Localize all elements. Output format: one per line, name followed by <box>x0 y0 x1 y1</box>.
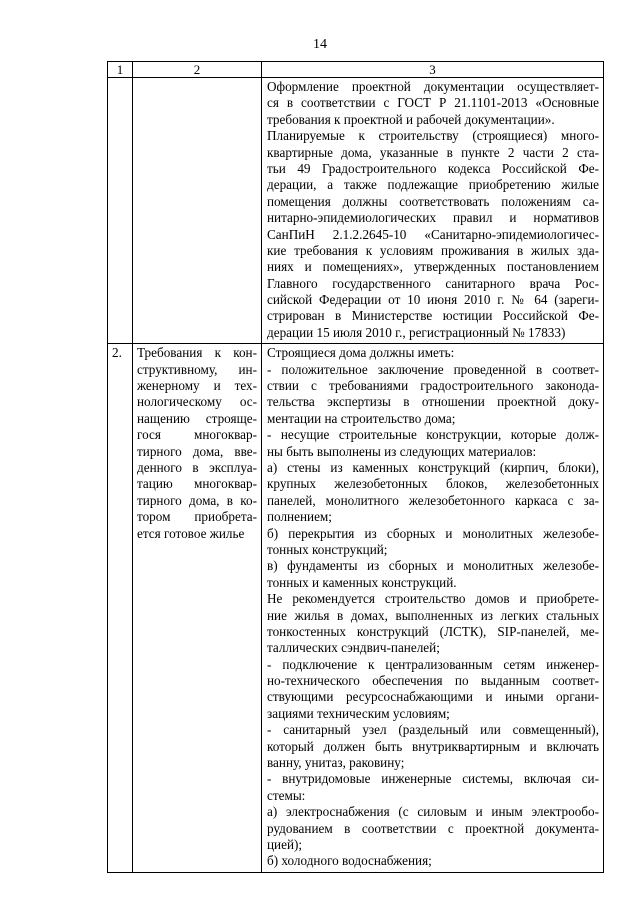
text-line: а) электроснабжения (с силовым и иным электрообо- <box>267 804 599 820</box>
text-line: тонных и каменных конструкций. <box>267 574 457 590</box>
table-row-2 <box>108 344 604 873</box>
text-line: гося многоквар- <box>137 427 257 443</box>
row-number: 2. <box>112 345 122 361</box>
text-line: структивному, ин- <box>137 361 257 377</box>
text-line: таллических сэндвич-панелей; <box>267 640 440 656</box>
text-line: стрирован в Министерстве юстиции Российской Фе- <box>267 308 599 324</box>
continuation-number-cell <box>108 78 133 344</box>
text-line: Не рекомендуется строительство домов и приобрете- <box>267 591 599 607</box>
text-line: Оформление проектной документации осуществляет- <box>267 79 599 94</box>
text-line: но-технического обеспечения по выданным соответ- <box>267 673 599 689</box>
text-line: кие требования к условиям проживания в жилых зда- <box>267 242 599 258</box>
continuation-content-cell <box>262 78 604 344</box>
requirement-cell <box>133 344 262 873</box>
text-line: нитарно-эпидемиологических правил и нормативов <box>267 210 599 226</box>
text-line: Требования к кон- <box>137 345 257 361</box>
text-line: Главного государственного санитарного врача Рос- <box>267 275 599 291</box>
text-line: ны быть выполнены из следующих материалов: <box>267 443 537 459</box>
text-line: ствии с требованиями градостроительного законода- <box>267 378 599 394</box>
text-line: ниях и помещениях», утвержденных постановлением <box>267 259 599 275</box>
requirements-table <box>107 61 604 873</box>
text-line: квартирные дома, указанные в пункте 2 части 2 ста- <box>267 144 599 160</box>
page-number: 14 <box>313 37 327 52</box>
text-line: - несущие строительные конструкции, которые долж- <box>267 427 599 443</box>
text-line: панелей, монолитного железобетонного каркаса с за- <box>267 492 599 508</box>
text-line: - положительное заключение проведенной в соответ- <box>267 361 599 377</box>
text-line: ствующими ресурсоснабжающими и иными органи- <box>267 689 599 705</box>
text-line: денного в эксплуа- <box>137 459 257 475</box>
text-line: а) стены из каменных конструкций (кирпич, блоки), <box>267 459 599 475</box>
text-line: дерации 15 июля 2010 г., регистрационный № 17833) <box>267 324 566 340</box>
continuation-text <box>267 79 599 341</box>
text-line: ся в соответствии с ГОСТ Р 21.1101-2013 «Основные <box>267 95 599 111</box>
text-line: тельства экспертизы в отношении проектной доку- <box>267 394 599 410</box>
text-line: нологическому ос- <box>137 394 257 410</box>
text-line: Строящиеся дома должны иметь: <box>267 345 455 361</box>
text-line: дерации, а также подлежащие приобретению жилые <box>267 177 599 193</box>
text-line: помещения должны соответствовать положениям са- <box>267 193 599 209</box>
text-line: ется готовое жилье <box>137 525 245 541</box>
table-header-row <box>108 62 604 78</box>
text-line: в) фундаменты из сборных и монолитных железобе- <box>267 558 599 574</box>
text-line: тонных конструкций; <box>267 541 388 557</box>
text-line: ние жилья в домах, выполненных из легких стальных <box>267 607 599 623</box>
text-line: тонкостенных конструкций (ЛСТК), SIP-панелей, ме- <box>267 623 599 639</box>
text-line: рудованием в соответствии с проектной документа- <box>267 820 599 836</box>
text-line: нащению строяще- <box>137 410 257 426</box>
header-col-1: 1 <box>108 62 133 78</box>
text-line: цией); <box>267 836 303 852</box>
text-line: требования к проектной и рабочей документации». <box>267 111 555 127</box>
text-line: ментации на строительство дома; <box>267 410 456 426</box>
text-line: тирного дома, в ко- <box>137 492 257 508</box>
content-text <box>267 345 599 870</box>
row-number-cell <box>108 344 133 873</box>
text-line: полнением; <box>267 509 332 525</box>
text-line: тором приобрета- <box>137 509 257 525</box>
text-line: крупных железобетонных блоков, железобетонных <box>267 476 599 492</box>
text-line: женерному и тех- <box>137 378 257 394</box>
text-line: который должен быть внутриквартирным и включать <box>267 738 599 754</box>
text-line: зациями техническим условиям; <box>267 705 450 721</box>
text-line: тьи 49 Градостроительного кодекса Российской Фе- <box>267 160 599 176</box>
text-line: Планируемые к строительству (строящиеся) много- <box>267 128 599 144</box>
requirement-text <box>137 345 257 542</box>
text-line: тирного дома, вве- <box>137 443 257 459</box>
text-line: тацию многоквар- <box>137 476 257 492</box>
text-line: - подключение к централизованным сетям инженер- <box>267 656 599 672</box>
text-line: б) холодного водоснабжения; <box>267 853 432 869</box>
text-line: ванну, унитаз, раковину; <box>267 755 405 771</box>
continuation-requirement-cell <box>133 78 262 344</box>
content-cell <box>262 344 604 873</box>
header-col-3: 3 <box>262 62 604 78</box>
text-line: стемы: <box>267 787 306 803</box>
text-line: - внутридомовые инженерные системы, включая си- <box>267 771 599 787</box>
text-line: СанПиН 2.1.2.2645-10 «Санитарно-эпидемиологичес- <box>267 226 599 242</box>
text-line: б) перекрытия из сборных и монолитных железобе- <box>267 525 599 541</box>
table-row-continuation <box>108 78 604 344</box>
text-line: сийской Федерации от 10 июня 2010 г. № 64 (зареги- <box>267 292 599 308</box>
header-col-2: 2 <box>133 62 262 78</box>
text-line: - санитарный узел (раздельный или совмещенный), <box>267 722 599 738</box>
